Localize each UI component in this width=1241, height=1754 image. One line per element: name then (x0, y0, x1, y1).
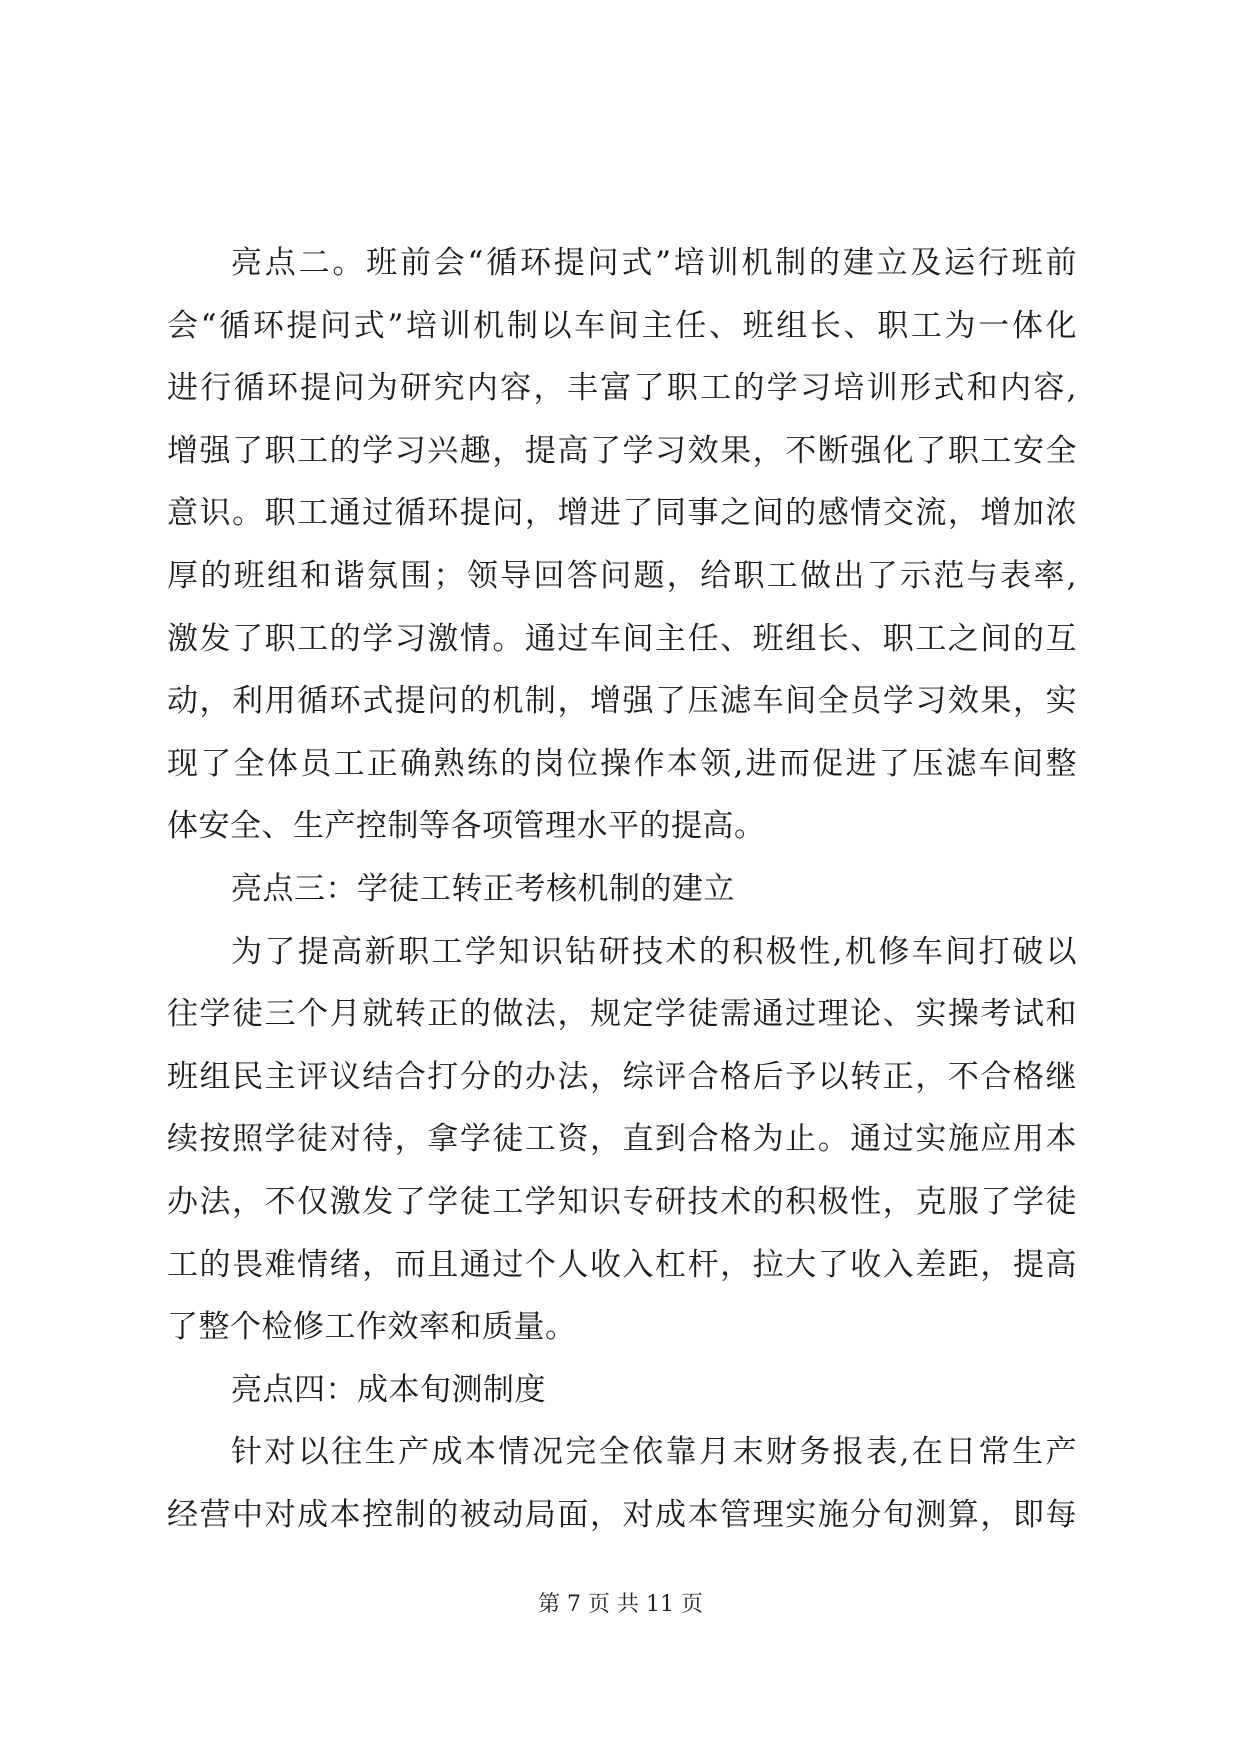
paragraph-line: 针对以往生产成本情况完全依靠月末财务报表,在日常生产 (231, 1434, 1077, 1471)
paragraph-line: 续按照学徒对待，拿学徒工资，直到合格为止。通过实施应用本 (167, 1121, 1077, 1158)
paragraph-line: 意识。职工通过循环提问，增进了同事之间的感情交流，增加浓 (167, 495, 1077, 532)
paragraph-line: 现了全体员工正确熟练的岗位操作本领,进而促进了压滤车间整 (167, 745, 1077, 782)
document-body (167, 232, 1077, 1546)
paragraph-line: 厚的班组和谐氛围；领导回答问题，给职工做出了示范与表率, (167, 557, 1077, 594)
paragraph-line: 班组民主评议结合打分的办法，综评合格后予以转正，不合格继 (167, 1058, 1077, 1095)
paragraph-line: 增强了职工的学习兴趣，提高了学习效果，不断强化了职工安全 (167, 432, 1077, 469)
paragraph-line: 动，利用循环式提问的机制，增强了压滤车间全员学习效果，实 (167, 683, 1077, 720)
page-number-footer: 第 7 页 共 11 页 (538, 1592, 703, 1617)
paragraph-line: 体安全、生产控制等各项管理水平的提高。 (167, 808, 766, 845)
section-heading: 亮点三：学徒工转正考核机制的建立 (231, 870, 735, 907)
paragraph-line: 进行循环提问为研究内容，丰富了职工的学习培训形式和内容, (167, 370, 1077, 407)
paragraph-line: 为了提高新职工学知识钻研技术的积极性,机修车间打破以 (231, 933, 1077, 970)
paragraph-line: 了整个检修工作效率和质量。 (167, 1309, 577, 1346)
paragraph-line: 往学徒三个月就转正的做法，规定学徒需通过理论、实操考试和 (167, 996, 1077, 1033)
paragraph-line: 经营中对成本控制的被动局面，对成本管理实施分旬测算，即每 (167, 1496, 1077, 1533)
paragraph-line: 工的畏难情绪，而且通过个人收入杠杆，拉大了收入差距，提高 (167, 1246, 1077, 1283)
paragraph-line: 会“循环提问式”培训机制以车间主任、班组长、职工为一体化 (167, 307, 1077, 344)
paragraph-line: 办法，不仅激发了学徒工学知识专研技术的积极性，克服了学徒 (167, 1183, 1077, 1220)
section-heading: 亮点四：成本旬测制度 (231, 1371, 546, 1408)
paragraph-line: 亮点二。班前会“循环提问式”培训机制的建立及运行班前 (231, 245, 1077, 281)
paragraph-line: 激发了职工的学习激情。通过车间主任、班组长、职工之间的互 (167, 620, 1077, 657)
